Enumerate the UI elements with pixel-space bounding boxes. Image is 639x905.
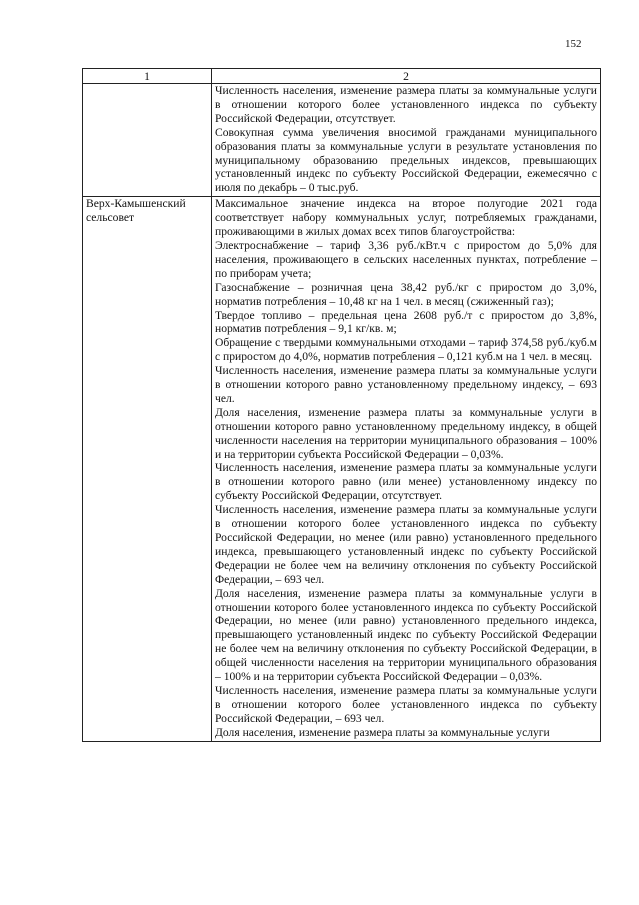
paragraph: Численность населения, изменение размера платы за коммунальные услуги в отношении которого равно (или менее) установленному индексу по субъекту Российской Федерации, отсутствует. bbox=[215, 461, 597, 503]
paragraph: Численность населения, изменение размера платы за коммунальные услуги в отношении которого равно установленному предельному индексу, – 693 чел. bbox=[215, 364, 597, 405]
column-header-1: 1 bbox=[83, 69, 212, 84]
paragraph: Максимальное значение индекса на второе полугодие 2021 года соответствует набору коммунальных услуг, потребляемых гражданами, проживающими в жилых домах всех типов благоустройства: bbox=[215, 197, 597, 239]
paragraph: Доля населения, изменение размера платы за коммунальные услуги в отношении которого более установленного индекса по субъекту Российской Федерации, но менее (или равно) установленного предельного индекса, превышающего установленный индекс по субъекту Российской Федерации не более чем на величину отклонения по субъекту Российской Федерации, в общей численности населения на территории муниципального образования – 100% и на территории субъекта Российской Федерации – 0,03%. bbox=[215, 586, 597, 684]
paragraph: Численность населения, изменение размера платы за коммунальные услуги в отношении которого более установленного индекса по субъекту Российской Федерации, – 693 чел. bbox=[215, 683, 597, 725]
municipality-name: Верх-Камышенский сельсовет bbox=[86, 197, 186, 225]
municipality-cell bbox=[83, 197, 212, 741]
paragraph: Твердое топливо – предельная цена 2608 руб./т с приростом до 3,8%, норматив потребления – 9,1 кг/кв. м; bbox=[215, 308, 597, 336]
column-header-2: 2 bbox=[212, 69, 601, 84]
municipality-cell-empty bbox=[83, 84, 212, 197]
table-header-row bbox=[83, 69, 601, 84]
paragraph: Обращение с твердыми коммунальными отходами – тариф 374,58 руб./куб.м с приростом до 4,0%, норматив потребления – 0,121 куб.м на 1 чел. в месяц. bbox=[215, 336, 597, 364]
page-number: 152 bbox=[565, 38, 582, 50]
paragraph: Доля населения, изменение размера платы за коммунальные услуги bbox=[215, 725, 550, 739]
index-table bbox=[82, 68, 601, 742]
details-cell bbox=[212, 84, 601, 197]
paragraph: Численность населения, изменение размера платы за коммунальные услуги в отношении которого более установленного индекса по субъекту Российской Федерации, отсутствует. bbox=[215, 84, 597, 125]
paragraph: Электроснабжение – тариф 3,36 руб./кВт.ч с приростом до 5,0% для населения, проживающего в сельских населенных пунктах, потребление – по приборам учета; bbox=[215, 238, 597, 280]
paragraph: Численность населения, изменение размера платы за коммунальные услуги в отношении которого более установленного индекса по субъекту Российской Федерации, но менее (или равно) установленного предельного индекса, превышающего установленный индекс по субъекту Российской Федерации не более чем на величину отклонения по субъекту Российской Федерации, – 693 чел. bbox=[215, 503, 597, 586]
paragraph: Газоснабжение – розничная цена 38,42 руб./кг с приростом до 3,0%, норматив потребления – 10,48 кг на 1 чел. в месяц (сжиженный газ); bbox=[215, 280, 597, 308]
paragraph: Доля населения, изменение размера платы за коммунальные услуги в отношении которого равно установленному предельному индексу, в общей численности населения на территории муниципального образования – 100% и на территории субъекта Российской Федерации – 0,03%. bbox=[215, 405, 597, 461]
paragraph: Совокупная сумма увеличения вносимой гражданами муниципального образования платы за коммунальные услуги в результате установления по муниципальному образованию предельных индексов, превышающих установленный индекс по субъекту Российской Федерации, ежемесячно с июля по декабрь – 0 тыс.руб. bbox=[215, 125, 597, 195]
table-row bbox=[83, 197, 601, 741]
details-cell bbox=[212, 197, 601, 741]
table-row bbox=[83, 84, 601, 197]
